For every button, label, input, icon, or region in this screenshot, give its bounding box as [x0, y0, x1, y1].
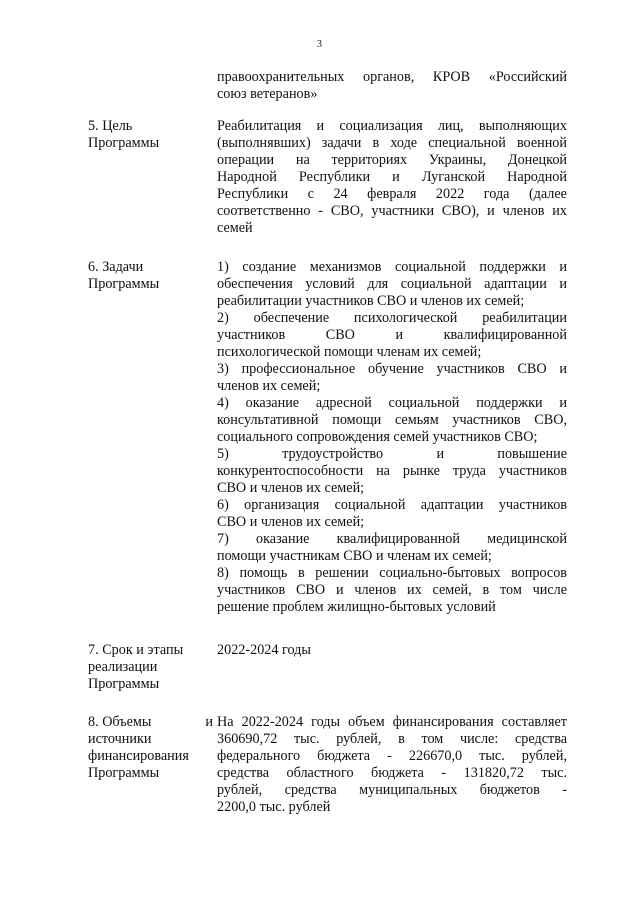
list-line: СВО и членов их семей; — [217, 480, 365, 496]
list-line: реабилитации участников СВО и членов их семей; — [217, 293, 525, 309]
text-line: На 2022-2024 годы объем финансирования составляет — [217, 714, 567, 730]
list-line: решение проблем жилищно-бытовых условий — [217, 599, 496, 615]
list-line: СВО и членов их семей; — [217, 514, 365, 530]
text-line: рублей, средства муниципальных бюджетов - — [217, 782, 567, 798]
section-6-label: 6. Задачи Программы — [88, 259, 160, 292]
list-line: 5) трудоустройство и повышение — [217, 446, 567, 462]
list-line: 3) профессиональное обучение участников СВО и — [217, 361, 567, 377]
text-line: операции на территориях Украины, Донецкой — [217, 152, 567, 168]
list-line: помощи участникам СВО и членам их семей; — [217, 548, 492, 564]
section-8-content — [217, 714, 567, 816]
list-line: участников СВО и членов их семей, в том числе — [217, 582, 567, 598]
list-line: 4) оказание адресной социальной поддержки и — [217, 395, 567, 411]
list-line: конкурентоспособности на рынке труда участников — [217, 463, 567, 479]
section-5-content — [217, 118, 567, 237]
text-line: (выполнявших) задачи в ходе специальной военной — [217, 135, 567, 151]
list-line: обеспечения условий для социальной адаптации и — [217, 276, 567, 292]
list-line: социального сопровождения семей участников СВО; — [217, 429, 538, 445]
text-line: 360690,72 тыс. рублей, в том числе: средства — [217, 731, 567, 747]
text-line: 2022-2024 годы — [217, 642, 311, 658]
section-5-label: 5. Цель Программы — [88, 118, 160, 151]
section-7-content — [217, 642, 567, 659]
text-line: 2200,0 тыс. рублей — [217, 799, 331, 815]
list-line: 2) обеспечение психологической реабилитации — [217, 310, 567, 326]
section-7-label: 7. Срок и этапы реализации Программы — [88, 642, 184, 692]
continuation-line: союз ветеранов» — [217, 86, 318, 102]
list-line: 6) организация социальной адаптации участников — [217, 497, 567, 513]
list-line: 7) оказание квалифицированной медицинской — [217, 531, 567, 547]
text-line: Народной Республики и Луганской Народной — [217, 169, 567, 185]
list-line: членов их семей; — [217, 378, 321, 394]
page-number: 3 — [317, 39, 322, 50]
text-line: семей — [217, 220, 253, 236]
section-8-label: 8. Объемы и источники финансирования Программы — [88, 714, 213, 781]
list-line: психологической помощи членам их семей; — [217, 344, 482, 360]
text-line: Реабилитация и социализация лиц, выполняющих — [217, 118, 567, 134]
text-line: Республики с 24 февраля 2022 года (далее — [217, 186, 567, 202]
continuation-text — [217, 69, 567, 103]
continuation-line: правоохранительных органов, КРОВ «Российский — [217, 69, 567, 85]
text-line: средства областного бюджета - 131820,72 тыс. — [217, 765, 567, 781]
list-line: 8) помощь в решении социально-бытовых вопросов — [217, 565, 567, 581]
text-line: соответственно - СВО, участники СВО), и членов их — [217, 203, 567, 219]
text-line: федерального бюджета - 226670,0 тыс. рублей, — [217, 748, 567, 764]
list-line: консультативной помощи семьям участников СВО, — [217, 412, 567, 428]
list-line: участников СВО и квалифицированной — [217, 327, 567, 343]
section-6-content — [217, 259, 567, 616]
list-line: 1) создание механизмов социальной поддержки и — [217, 259, 567, 275]
